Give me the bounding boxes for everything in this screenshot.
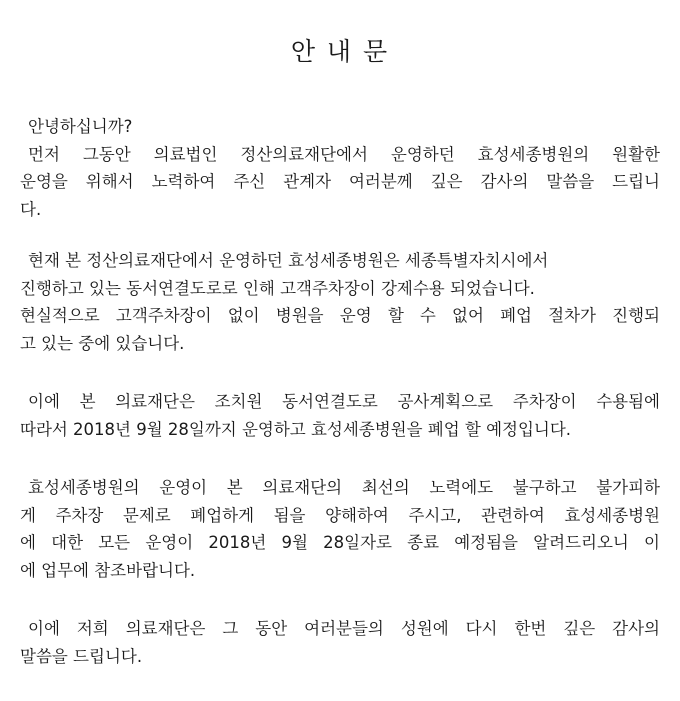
paragraph-request bbox=[20, 474, 660, 584]
text-line: 따라서 2018년 9월 28일까지 운영하고 효성세종병원을 폐업 할 예정입니다. bbox=[20, 419, 572, 439]
text-line: 현실적으로 고객주차장이 없이 병원을 운영 할 수 없어 폐업 절차가 진행되 bbox=[20, 306, 660, 325]
text-line: 먼저 그동안 의료법인 정산의료재단에서 운영하던 효성세종병원의 원활한 bbox=[28, 144, 660, 164]
paragraph-greeting bbox=[20, 113, 660, 223]
text-line: 게 주차장 문제로 폐업하게 됨을 양해하여 주시고, 관련하여 효성세종병원 bbox=[20, 505, 660, 525]
text-line: 말씀을 드립니다. bbox=[20, 646, 143, 666]
text-line: 에 업무에 참조바랍니다. bbox=[20, 560, 196, 580]
text-line: 다. bbox=[20, 199, 42, 219]
text-line: 진행하고 있는 동서연결도로로 인해 고객주차장이 강제수용 되었습니다. bbox=[20, 278, 535, 298]
text-line: 에 대한 모든 운영이 2018년 9월 28일자로 종료 예정됨을 알려드리오니 이 bbox=[20, 533, 660, 552]
paragraph-situation bbox=[20, 247, 660, 357]
text-line: 운영을 위해서 노력하여 주신 관계자 여러분께 깊은 감사의 말씀을 드립니 bbox=[20, 172, 660, 191]
text-line: 고 있는 중에 있습니다. bbox=[20, 333, 185, 353]
notice-body bbox=[20, 113, 660, 701]
paragraph-thanks bbox=[20, 615, 660, 670]
text-line: 이에 저희 의료재단은 그 동안 여러분들의 성원에 다시 한번 깊은 감사의 bbox=[28, 619, 660, 638]
paragraph-closure-date bbox=[20, 388, 660, 443]
text-line: 안녕하십니까? bbox=[28, 117, 133, 136]
text-line: 이에 본 의료재단은 조치원 동서연결도로 공사계획으로 주차장이 수용됨에 bbox=[28, 392, 660, 411]
document-title: 안 내 문 bbox=[290, 37, 390, 66]
text-line: 현재 본 정산의료재단에서 운영하던 효성세종병원은 세종특별자치시에서 bbox=[28, 251, 549, 270]
text-line: 효성세종병원의 운영이 본 의료재단의 최선의 노력에도 불구하고 불가피하 bbox=[28, 478, 660, 497]
